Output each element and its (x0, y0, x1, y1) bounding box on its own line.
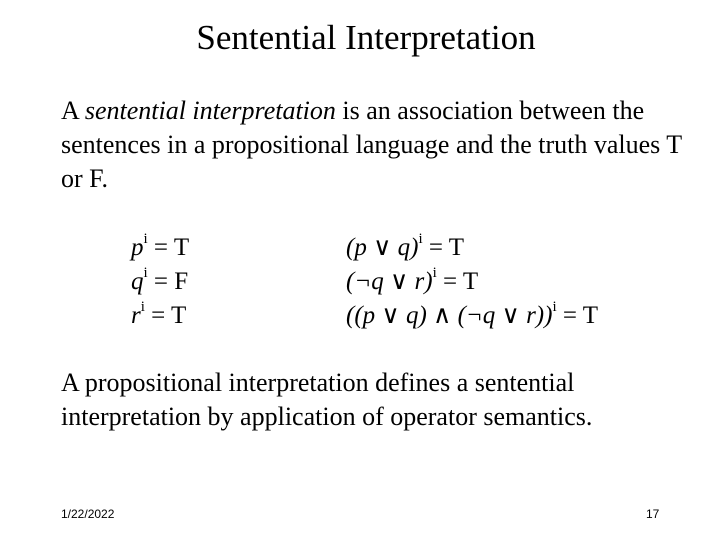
atom-variable: q (131, 268, 144, 295)
interpretation-superscript: i (143, 230, 148, 247)
definition-prefix: A (61, 96, 85, 125)
compound-line (346, 265, 598, 299)
atom-line (131, 299, 189, 333)
compound-expression: (¬q ∨ r) (346, 268, 433, 295)
interpretation-superscript: i (140, 298, 145, 315)
interpretation-superscript: i (418, 230, 423, 247)
atom-variable: p (131, 234, 144, 261)
atom-line (131, 265, 189, 299)
compound-value: = T (556, 302, 599, 329)
atom-assignments (131, 231, 189, 333)
definition-paragraph (61, 94, 701, 196)
compound-line (346, 231, 598, 265)
compound-assignments (346, 231, 598, 333)
footer-date: 1/22/2022 (61, 507, 115, 521)
interpretation-superscript: i (552, 298, 557, 315)
compound-value: = T (422, 234, 465, 261)
page-number: 17 (646, 507, 660, 521)
atom-variable: r (131, 302, 141, 329)
atom-line (131, 231, 189, 265)
semantics-paragraph: A propositional interpretation defines a sentential interpretation by application of operator semantics. (61, 368, 593, 431)
interpretation-superscript: i (143, 264, 148, 281)
atom-value: = T (144, 302, 187, 329)
defined-term: sentential interpretation (84, 96, 336, 125)
compound-line (346, 299, 598, 333)
atom-value: = F (147, 268, 189, 295)
atom-value: = T (147, 234, 190, 261)
compound-expression: (p ∨ q) (346, 234, 419, 261)
compound-expression: ((p ∨ q) ∧ (¬q ∨ r)) (346, 302, 553, 329)
compound-value: = T (436, 268, 479, 295)
definition-rest: is an association between the sentences in a propositional language and the truth values T or F. (61, 96, 682, 193)
interpretation-superscript: i (432, 264, 437, 281)
slide-title: Sentential Interpretation (196, 18, 536, 57)
